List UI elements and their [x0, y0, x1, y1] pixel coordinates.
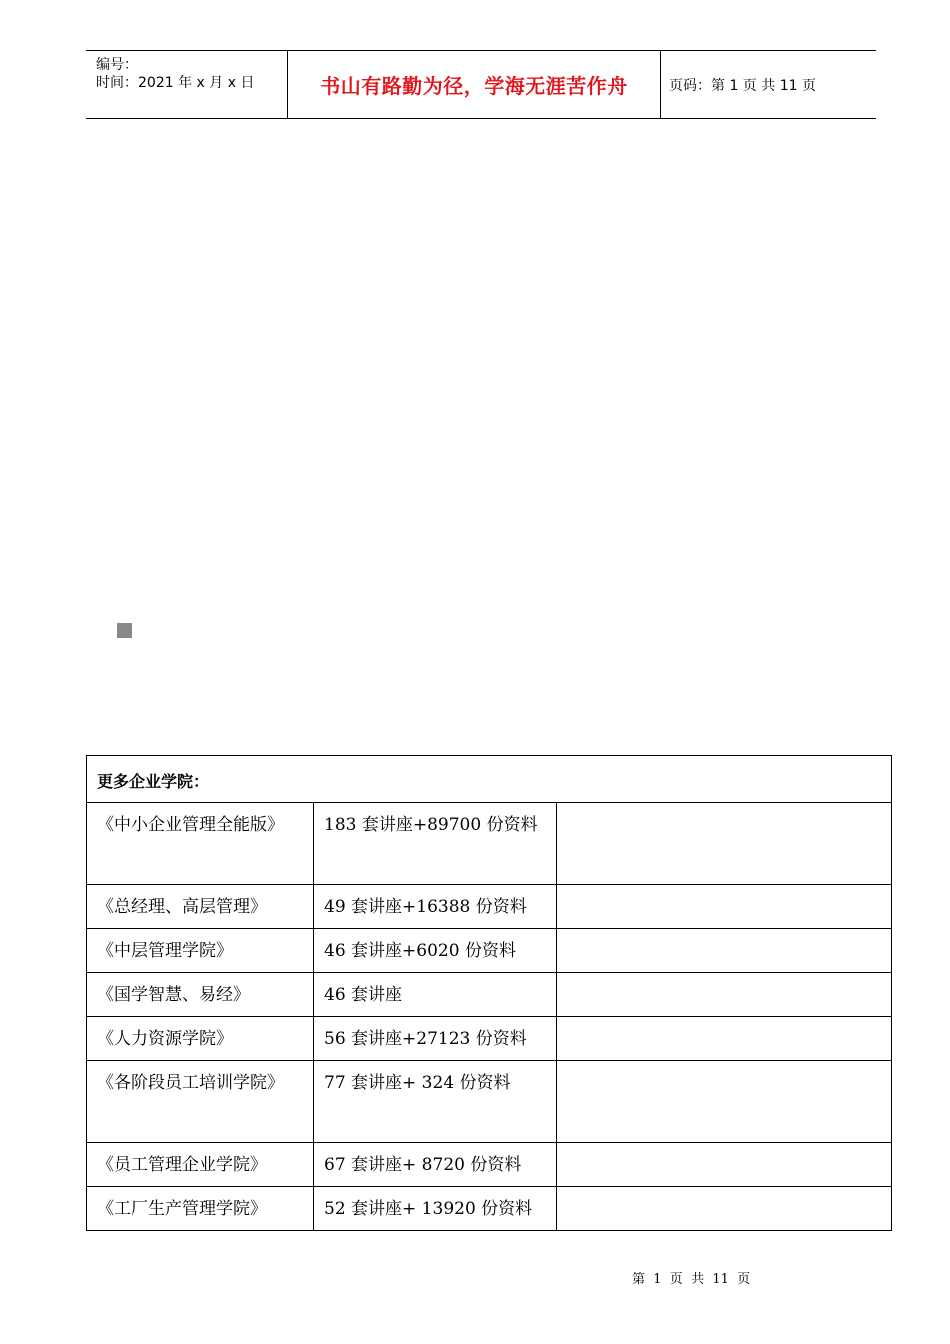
- row-content: 52 套讲座+ 13920 份资料: [324, 1199, 533, 1219]
- row-content: 46 套讲座+6020 份资料: [324, 941, 516, 961]
- row-name: 《中层管理学院》: [97, 941, 233, 961]
- table-row: [87, 1061, 892, 1143]
- row-extra: [557, 803, 891, 805]
- header-page-info: [661, 51, 876, 118]
- academy-table: [86, 755, 892, 1231]
- table-row: [87, 803, 892, 885]
- row-extra: [557, 1061, 891, 1063]
- row-extra: [557, 885, 891, 887]
- row-name: 《中小企业管理全能版》: [97, 815, 284, 835]
- row-name: 《国学智慧、易经》: [97, 985, 250, 1005]
- table-row: [87, 929, 892, 973]
- row-content: 56 套讲座+27123 份资料: [324, 1029, 527, 1049]
- row-name: 《各阶段员工培训学院》: [97, 1073, 284, 1093]
- footer-page-number: 第 1 页 共 11 页: [632, 1272, 751, 1287]
- page-header: [86, 50, 876, 119]
- row-content: 183 套讲座+89700 份资料: [324, 815, 538, 835]
- motto-text: 书山有路勤为径，学海无涯苦作舟: [320, 74, 628, 98]
- number-label: 编号：: [96, 57, 138, 73]
- header-meta: [86, 51, 288, 118]
- table-row: [87, 1017, 892, 1061]
- table-row: [87, 1187, 892, 1231]
- table-row: [87, 1143, 892, 1187]
- table-title-row: [87, 756, 892, 803]
- row-content: 49 套讲座+16388 份资料: [324, 897, 527, 917]
- row-extra: [557, 973, 891, 975]
- table-title: 更多企业学院：: [97, 772, 210, 791]
- row-name: 《总经理、高层管理》: [97, 897, 267, 917]
- table-row: [87, 885, 892, 929]
- time-label: 时间：2021 年 x 月 x 日: [96, 75, 255, 91]
- page-info-text: 页码：第 1 页 共 11 页: [669, 77, 816, 94]
- row-extra: [557, 929, 891, 931]
- row-name: 《人力资源学院》: [97, 1029, 233, 1049]
- bullet-square: [117, 623, 132, 638]
- table-row: [87, 973, 892, 1017]
- header-motto-cell: [288, 51, 661, 118]
- row-content: 67 套讲座+ 8720 份资料: [324, 1155, 522, 1175]
- row-content: 46 套讲座: [324, 985, 403, 1005]
- row-extra: [557, 1187, 891, 1189]
- row-extra: [557, 1143, 891, 1145]
- row-name: 《工厂生产管理学院》: [97, 1199, 267, 1219]
- row-content: 77 套讲座+ 324 份资料: [324, 1073, 511, 1093]
- row-extra: [557, 1017, 891, 1019]
- row-name: 《员工管理企业学院》: [97, 1155, 267, 1175]
